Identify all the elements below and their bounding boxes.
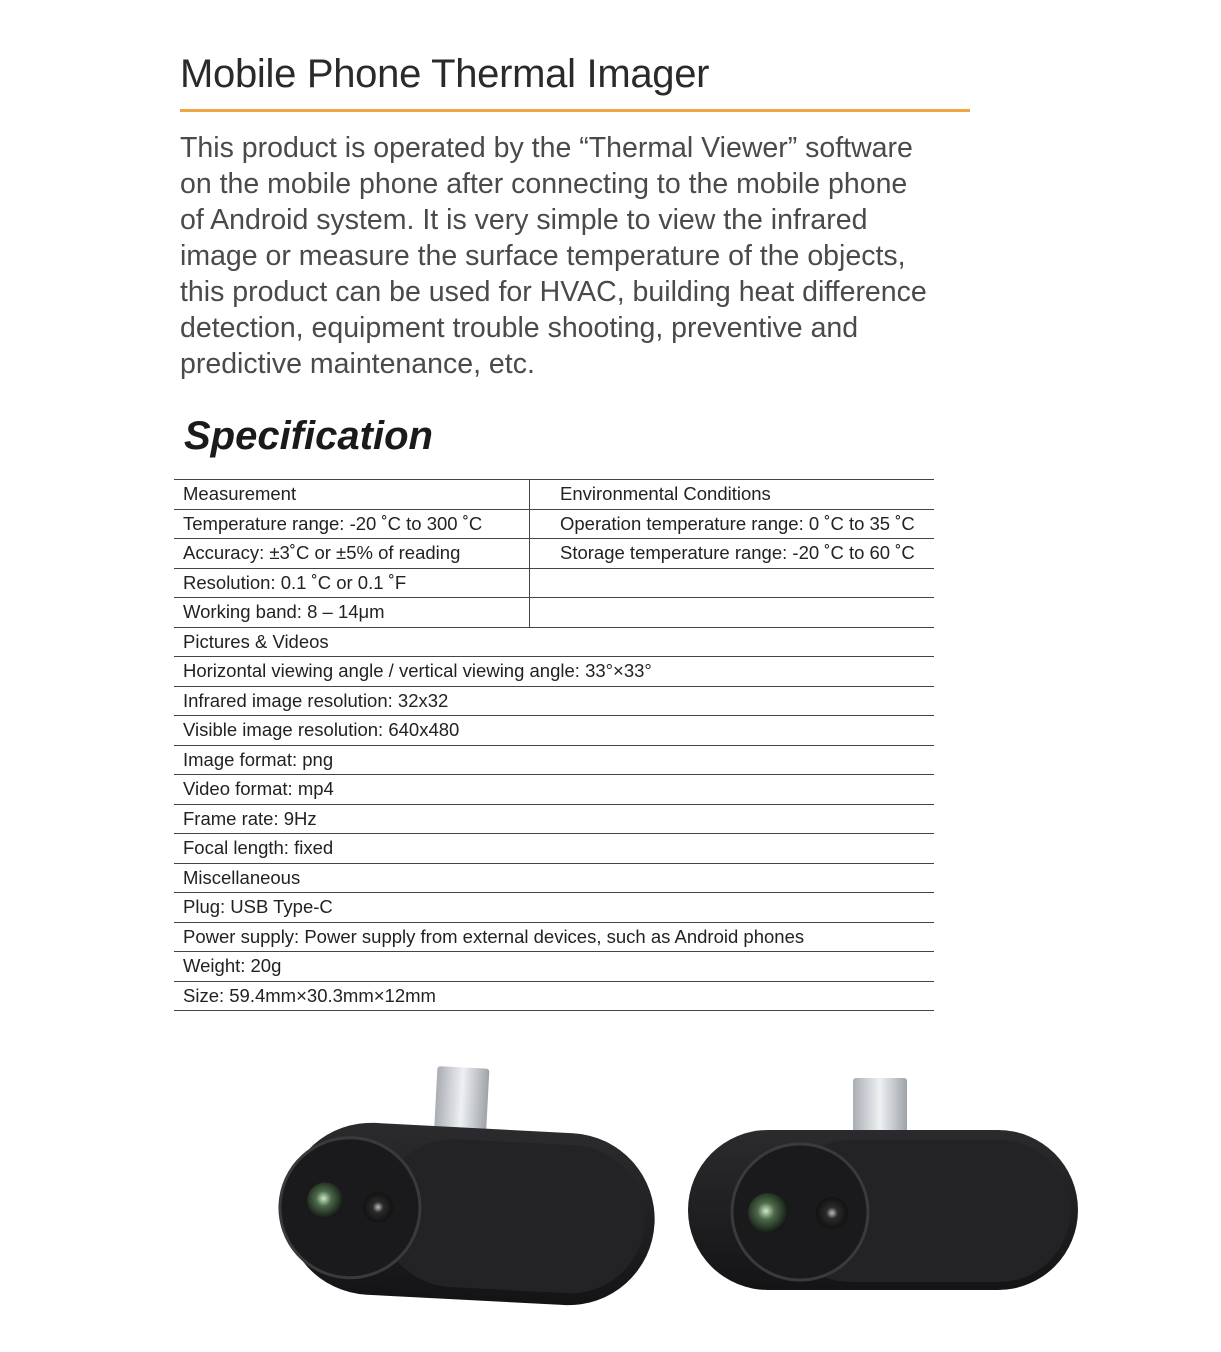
table-row xyxy=(174,569,934,599)
table-row xyxy=(174,952,934,982)
table-row xyxy=(174,539,934,569)
table-row xyxy=(174,628,934,658)
table-row xyxy=(174,775,934,805)
table-row xyxy=(174,687,934,717)
table-cell xyxy=(530,569,934,598)
intro-line: This product is operated by the “Thermal Viewer” software xyxy=(180,132,913,164)
infrared-lens-icon xyxy=(748,1193,788,1233)
table-row xyxy=(174,716,934,746)
spec-table xyxy=(174,479,934,1011)
table-row xyxy=(174,657,934,687)
camera-lens-icon xyxy=(816,1197,848,1229)
intro-line: this product can be used for HVAC, building heat difference xyxy=(180,276,927,308)
thermal-imager-left-photo xyxy=(276,1058,663,1309)
table-cell: Miscellaneous xyxy=(183,866,301,888)
table-cell: Working band: 8 – 14μm xyxy=(174,598,530,627)
table-cell: Size: 59.4mm×30.3mm×12mm xyxy=(183,984,436,1006)
table-row xyxy=(174,864,934,894)
table-cell: Horizontal viewing angle / vertical viewing angle: 33°×33° xyxy=(183,660,652,681)
table-cell: Power supply: Power supply from external devices, such as Android phones xyxy=(183,925,805,947)
table-cell: Video format: mp4 xyxy=(183,778,334,799)
table-cell: Frame rate: 9Hz xyxy=(183,807,317,829)
table-row xyxy=(174,805,934,835)
product-photos xyxy=(0,1040,1221,1352)
intro-line: predictive maintenance, etc. xyxy=(180,348,535,380)
intro-line: on the mobile phone after connecting to the mobile phone xyxy=(180,168,908,200)
table-cell: Weight: 20g xyxy=(183,955,282,976)
table-cell xyxy=(530,598,934,627)
table-cell: Infrared image resolution: 32x32 xyxy=(183,689,449,711)
table-cell: Operation temperature range: 0 ˚C to 35 ˚C xyxy=(560,512,915,534)
table-row xyxy=(174,834,934,864)
table-cell: Storage temperature range: -20 ˚C to 60 ˚C xyxy=(560,542,915,563)
spec-heading: Specification xyxy=(184,414,433,458)
intro-line: detection, equipment trouble shooting, preventive and xyxy=(180,312,859,344)
table-row xyxy=(174,598,934,628)
table-cell: Plug: USB Type-C xyxy=(183,896,333,917)
table-row xyxy=(174,923,934,953)
table-cell: Accuracy: ±3˚C or ±5% of reading xyxy=(174,539,530,568)
table-cell: Image format: png xyxy=(183,748,334,770)
table-cell: Resolution: 0.1 ˚C or 0.1 ˚F xyxy=(174,569,530,598)
usb-c-connector xyxy=(853,1078,907,1136)
table-cell: Focal length: fixed xyxy=(183,837,334,858)
page-title: Mobile Phone Thermal Imager xyxy=(180,52,710,96)
table-row xyxy=(174,982,934,1012)
table-row xyxy=(174,893,934,923)
table-cell: Temperature range: -20 ˚C to 300 ˚C xyxy=(174,510,530,539)
table-row xyxy=(174,510,934,540)
title-rule xyxy=(180,109,970,112)
thermal-imager-right-photo xyxy=(688,1078,1078,1290)
table-cell: Pictures & Videos xyxy=(183,630,329,652)
intro-line: image or measure the surface temperature of the objects, xyxy=(180,240,906,272)
intro-paragraph xyxy=(180,130,980,382)
table-row xyxy=(174,480,934,510)
table-cell: Measurement xyxy=(174,480,530,509)
intro-line: of Android system. It is very simple to view the infrared xyxy=(180,204,868,236)
table-row xyxy=(174,746,934,776)
table-cell: Environmental Conditions xyxy=(560,483,771,504)
table-cell: Visible image resolution: 640x480 xyxy=(183,719,460,740)
